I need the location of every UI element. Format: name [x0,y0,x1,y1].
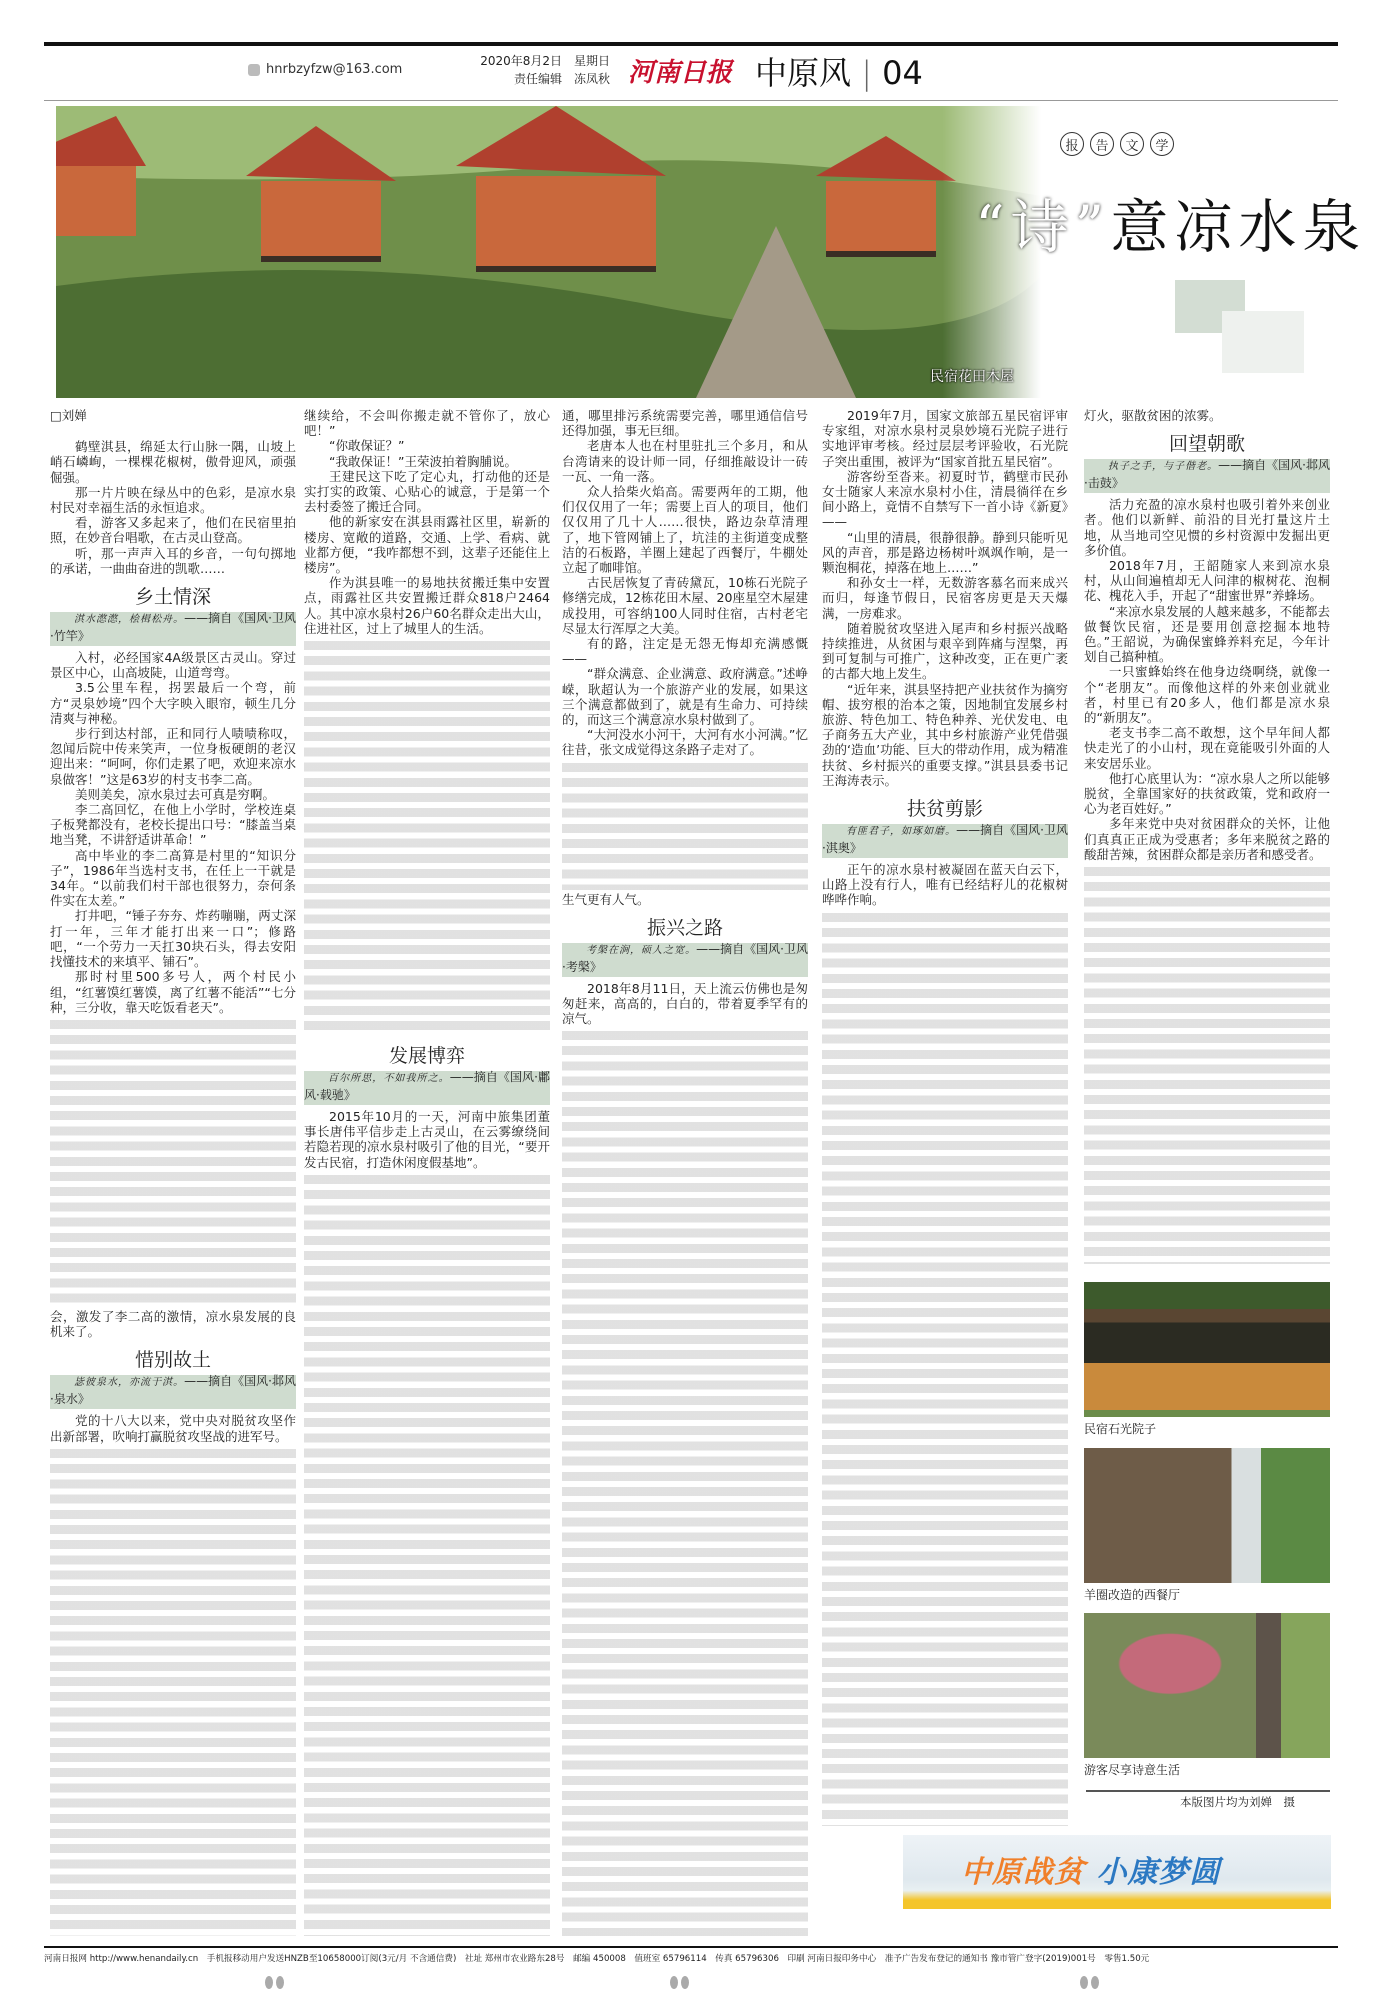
paragraph: 那时村里500多号人，两个村民小组，“红薯馍红薯馍，离了红薯不能活”“七分种，三分收，靠天吃饭看老天”。 [50,969,296,1015]
paragraph: “近年来，淇县坚持把产业扶贫作为摘穷帽、拔穷根的治本之策，因地制宜发展乡村旅游、特色加工、特色种养、光伏发电、电子商务五大产业，其中乡村旅游产业凭借强劲的‘造血’功能、巨大的带动作用，成为精准扶贫、乡村振兴的重要支撑。”淇县县委书记王海涛表示。 [822,681,1068,788]
section-heading: 回望朝歌 执子之手，与子偕老。——摘自《国风·邶风·击鼓》 [1084,431,1330,493]
paragraph: “我敢保证！”王荣波拍着胸脯说。 [329,453,517,469]
paragraph: 老支书李二高不敢想，这个早年间人都快走光了的小山村，现在竟能吸引外面的人来安居乐业。 [1084,725,1330,771]
column-5 [1084,408,1330,1788]
email-text: hnrbzyfzw@163.com [266,62,403,77]
paragraph: “山里的清晨，很静很静。静到只能听见风的声音，那是路边杨树叶飒飒作响，是一颗泡桐花，掉落在地上……” [822,529,1068,576]
text-continuation [562,760,808,890]
registration-mark [265,1976,284,1989]
paragraph: 王建民这下吃了定心丸，打动他的还是实打实的政策、心贴心的诚意，于是第一个去村委签了搬迁合同。 [304,468,550,515]
paragraph: 作为淇县唯一的易地扶贫搬迁集中安置点，雨露社区共安置搬迁群众818户2464人。其中凉水泉村26户60名群众走出大山，住进社区，过上了城里人的生活。 [304,575,550,636]
column-2 [304,408,550,1938]
text-continuation [50,1446,296,1936]
paragraph: 游客纷至沓来。初夏时节，鹤壁市民孙女士随家人来凉水泉村小住，清晨徜徉在乡间小路上，竟情不自禁写下一首小诗《新夏》—— [822,468,1068,530]
photo-caption: 羊圈改造的西餐厅 [1084,1587,1181,1602]
decor-square [1222,311,1304,373]
contact-email [248,62,402,77]
footer-info: 河南日报网 http://www.henandaily.cn 手机报移动用户发送HNZB至10658000订阅(3元/月 不含通信费) 社址 郑州市农业路东28号 邮编 450008 值班室 65796114 传真 65796306 印刷 河南日报印务中心 准予广告发布登记的通知书 豫市管广登字(2019)001号 零售1.50元 [44,1954,1150,1964]
registration-mark [1080,1976,1099,1989]
paragraph: 和孙女士一样，无数游客慕名而来成兴而归，每逢节假日，民宿客房更是天天爆满，一房难求。 [822,575,1068,621]
paragraph: “你敢保证？” [329,438,405,454]
column-1 [50,408,296,1938]
paragraph: 随着脱贫攻坚进入尾声和乡村振兴战略持续推进，从贫困与艰辛到阵痛与涅槃，再到可复制与可推广，这种改变，正在更广袤的古都大地上发生。 [822,620,1068,682]
paragraph: 通，哪里排污系统需要完善，哪里通信信号还得加强，事无巨细。 [562,408,808,439]
photo-caption: 民宿石光院子 [1084,1422,1157,1437]
genre-char: 文 [1120,132,1144,156]
paragraph: “来凉水泉发展的人越来越多，不能都去做餐饮民宿，还是要用创意挖掘本地特色。”王韶说，为确保蜜蜂养料充足，今年计划自己搞种植。 [1084,603,1330,665]
paragraph: 众人拾柴火焰高。需要两年的工期，他们仅仅用了一年；需要上百人的项目，他们仅仅用了几十人……很快，路边杂草清理了，地下管网铺上了，坑洼的主街道变成整洁的石板路，羊圈上建起了西餐厅，牛棚处立起了咖啡馆。 [562,484,808,576]
paragraph: 继续给，不会叫你搬走就不管你了，放心吧！” [304,408,550,439]
banner-text-2: 小康梦圆 [1096,1855,1221,1890]
genre-label [1060,132,1174,156]
byline: □刘婵 [50,408,87,423]
issue-info [460,52,610,88]
section-heading: 发展博弈 百尔所思，不如我所之。——摘自《国风·鄘风·载驰》 [304,1043,550,1105]
paragraph: 活力充盈的凉水泉村也吸引着外来创业者。他们以新鲜、前沿的目光打量这片土地，从当地司空见惯的乡村资源中发掘出更多价值。 [1084,497,1330,558]
paragraph: “大河没水小河干，大河有水小河满。”忆往昔，张文成觉得这条路子走对了。 [562,727,808,758]
paragraph: 他打心底里认为：“凉水泉人之所以能够脱贫，全靠国家好的扶贫政策，党和政府一心为老百姓好。” [1084,770,1330,817]
paragraph: 一只蜜蜂始终在他身边绕啊绕，就像一个“老朋友”。而像他这样的外来创业就业者，村里已有20多人，他们都是凉水泉的“新朋友”。 [1084,664,1330,726]
paragraph: 看，游客又多起来了，他们在民宿里拍照，在妙音台唱歌，在古灵山登高。 [50,515,296,546]
banner-text-1: 中原战贫 [961,1855,1085,1890]
header-rule [44,100,1338,101]
text-continuation [50,1017,296,1307]
column-4 [822,408,1068,1828]
genre-char: 告 [1090,132,1114,156]
section-heading: 扶贫剪影 有匪君子，如琢如磨。——摘自《国风·卫风·淇奥》 [822,796,1068,858]
footer-rule [44,1946,1338,1948]
paragraph: 2015年10月的一天，河南中旅集团董事长唐伟平信步走上古灵山，在云雾缭绕间若隐若现的凉水泉村吸引了他的目光，“要开发古民宿，打造休闲度假基地”。 [304,1109,550,1170]
lead-photo-caption: 民宿花田木屋 [930,369,1014,385]
text-continuation [822,910,1068,1826]
photo-cabin [1084,1613,1330,1758]
paragraph: 正午的凉水泉村被凝固在蓝天白云下，山路上没有行人，唯有已经结籽儿的花椒树哗哗作响。 [822,862,1068,908]
campaign-banner [903,1835,1331,1909]
paragraph: 入村，必经国家4A级景区古灵山。穿过景区中心，山高坡陡，山道弯弯。 [50,650,296,681]
paragraph: 会，激发了李二高的激情，凉水泉发展的良机来了。 [50,1308,296,1340]
paragraph: 李二高回忆，在他上小学时，学校连桌子板凳都没有，老校长提出口号：“膝盖当桌地当凳，不讲舒适讲革命！” [50,802,296,848]
paragraph: 生气更有人气。 [562,891,650,907]
mail-icon [248,64,260,76]
text-continuation [562,1028,808,1936]
paragraph: 高中毕业的李二高算是村里的“知识分子”，1986年当选村支书，在任上一干就是34年。“以前我们村干部也很努力，奈何条件实在太差。” [50,847,296,909]
paragraph: 2018年7月，王韶随家人来到凉水泉村，从山间遍植却无人问津的椒树花、泡桐花、槐花入手，开起了“甜蜜世界”养蜂场。 [1084,558,1330,604]
paragraph: 灯火，驱散贫困的浓雾。 [1084,408,1222,423]
paragraph: 古民居恢复了青砖黛瓦，10栋石光院子修缮完成，12栋花田木屋、20座星空木屋建成投用，可容纳100人同时住宿，古村老宅尽显太行浑厚之大美。 [562,575,808,636]
photo-rule [1086,1790,1330,1792]
photo-caption: 游客尽享诗意生活 [1084,1762,1181,1777]
paragraph: 鹤壁淇县，绵延太行山脉一隅，山坡上峭石嶙峋，一棵棵花椒树，傲骨迎风，顽强倔强。 [50,439,296,485]
lead-photo [56,106,1041,398]
section-title: 中原风 | 04 [755,54,923,92]
paragraph: 有的路，注定是无怨无悔却充满感慨—— [562,636,808,667]
paragraph: 美则美矣，凉水泉过去可真是穷啊。 [75,786,276,802]
paragraph: 老唐本人也在村里驻扎三个多月，和从台湾请来的设计师一同，仔细推敲设计一砖一瓦、一角一落。 [562,438,808,484]
paragraph: 那一片片映在绿丛中的色彩，是凉水泉村民对幸福生活的永恒追求。 [50,484,296,516]
text-continuation [1084,864,1330,1264]
page-number: 04 [882,54,923,92]
photo-restaurant [1084,1448,1330,1583]
genre-char: 报 [1060,132,1084,156]
paragraph: 步行到达村部，正和同行人啧啧称叹，忽闻后院中传来笑声，一位身板硬朗的老汉迎出来：“呵呵，你们走累了吧，欢迎来凉水泉做客！”这是63岁的村支书李二高。 [50,726,296,787]
editor: 责任编辑 冻凤秋 [513,72,610,86]
newspaper-logo: 河南日报 [628,58,733,88]
photo-guesthouse [1084,1282,1330,1417]
paragraph: 3.5公里车程，拐罢最后一个弯，前方“灵泉妙境”四个大字映入眼帘，顿生几分清爽与神秘。 [50,680,296,726]
section-heading: 乡土情深 淇水滺滺，桧楫松舟。——摘自《国风·卫风·竹竿》 [50,584,296,646]
headline: “诗”意凉水泉 [975,193,1367,261]
paragraph: “群众满意、企业满意、政府满意。”述峥嵘，耿超认为一个旅游产业的发展，如果这三个满意都做到了，就是有生命力、可持续的，而这三个满意凉水泉村做到了。 [562,666,808,728]
paragraph: 2019年7月，国家文旅部五星民宿评审专家组，对凉水泉村灵泉妙境石光院子进行实地评审考核。经过层层考评验收，石光院子突出重围，被评为“国家首批五星民宿”。 [822,408,1068,469]
paragraph: 他的新家安在淇县雨露社区里，崭新的楼房、宽敞的道路，交通、上学、看病、就业都方便，“我咋都想不到，这辈子还能住上楼房”。 [304,514,550,576]
paragraph: 打井吧，“锤子夯夯、炸药嘣嘣，两丈深打一年，三年才能打出来一口”；修路吧，“一个劳力一天扛30块石头，得去安阳找懂技术的来填平、铺石”。 [50,908,296,970]
top-rule [44,42,1338,46]
issue-date: 2020年8月2日 星期日 [480,54,610,68]
paragraph: 多年来党中央对贫困群众的关怀，让他们真真正正成为受惠者；多年来脱贫之路的酸甜苦辣，贫困群众都是亲历者和感受者。 [1084,816,1330,862]
genre-char: 学 [1150,132,1174,156]
section-heading: 惜别故土 毖彼泉水，亦流于淇。——摘自《国风·邶风·泉水》 [50,1347,296,1409]
photo-credit: 本版图片均为刘婵 摄 [1180,1795,1295,1809]
registration-mark [670,1976,689,1989]
section-heading: 振兴之路 考槃在涧，硕人之宽。——摘自《国风·卫风·考槃》 [562,915,808,977]
paragraph: 2018年8月11日，天上流云仿佛也是匆匆赶来，高高的，白白的，带着夏季罕有的凉气。 [562,980,808,1027]
paragraph: 听，那一声声入耳的乡音，一句句掷地的承诺，一曲曲奋进的凯歌…… [50,545,296,576]
column-3 [562,408,808,1938]
paragraph: 党的十八大以来，党中央对脱贫攻坚作出新部署，吹响打赢脱贫攻坚战的进军号。 [50,1413,296,1444]
text-continuation [304,638,550,1033]
text-continuation [304,1172,550,1936]
